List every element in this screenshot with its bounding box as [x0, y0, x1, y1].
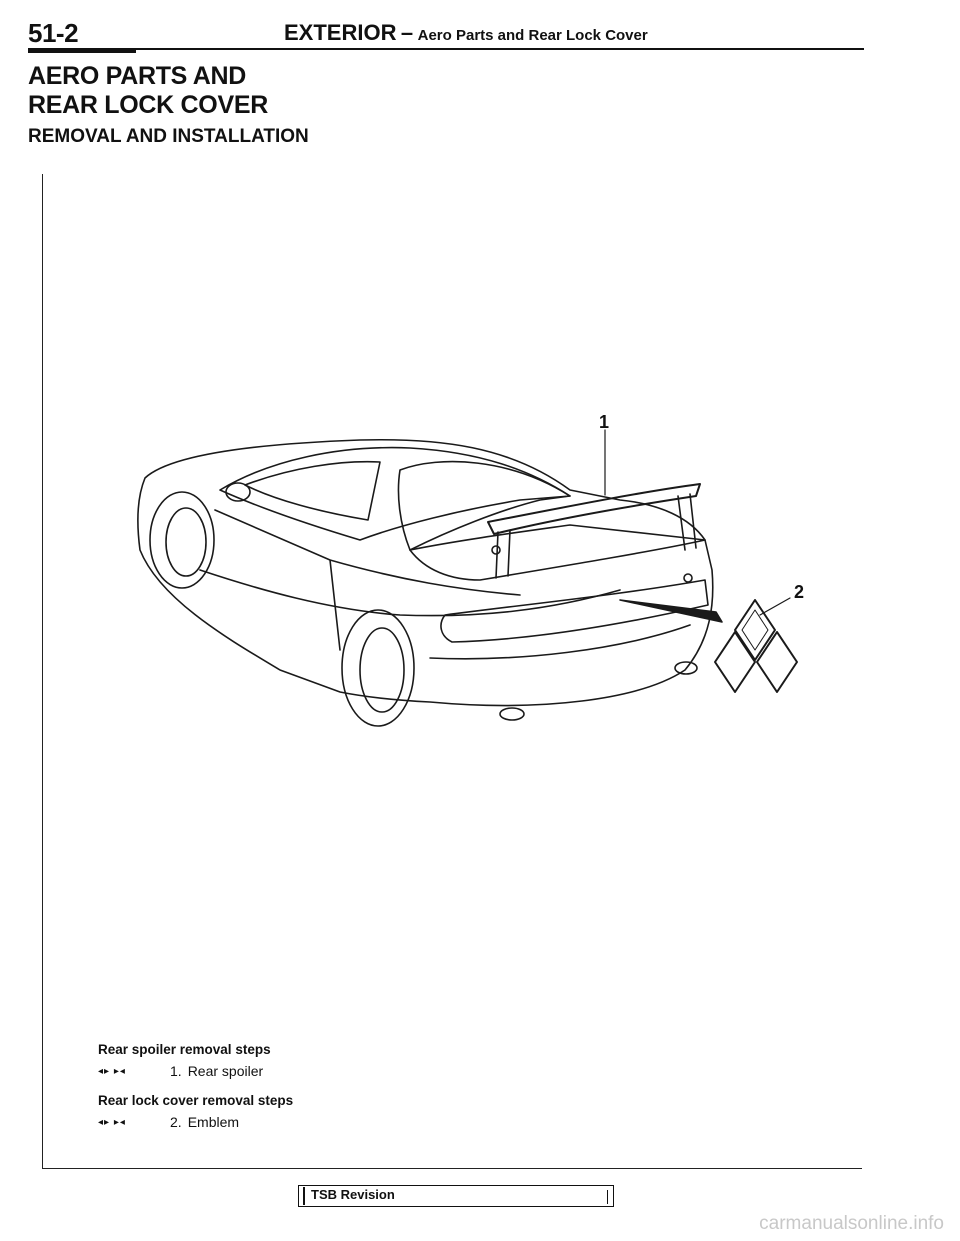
- header-title: [284, 20, 648, 46]
- callout-1: 1: [599, 412, 610, 432]
- callout-2: 2: [794, 582, 805, 602]
- tsb-revision-label: TSB Revision: [311, 1187, 395, 1202]
- side-window: [245, 462, 380, 520]
- page-header: [28, 14, 864, 48]
- step-item: [98, 1063, 293, 1079]
- front-wheel-inner: [166, 508, 206, 576]
- header-subsection: Aero Parts and Rear Lock Cover: [417, 27, 648, 44]
- rear-spoiler: [488, 484, 700, 534]
- body-crease: [200, 570, 620, 616]
- frame-left-border: [42, 174, 43, 1169]
- front-wheel: [150, 492, 214, 588]
- spoiler-bolt-left: [492, 546, 500, 554]
- title-line-2: REAR LOCK COVER: [28, 91, 268, 119]
- step-number: 2.: [170, 1114, 182, 1130]
- trunk-lid: [410, 525, 705, 580]
- step-item: [98, 1114, 293, 1130]
- header-section: EXTERIOR: [284, 20, 397, 45]
- emblem-arrow: [620, 600, 722, 622]
- exhaust-left: [500, 708, 524, 720]
- step-number: 1.: [170, 1063, 182, 1079]
- tsb-revision-box: [298, 1185, 614, 1207]
- title-line-1: AERO PARTS AND: [28, 62, 247, 90]
- lock-cover-steps-heading: Rear lock cover removal steps: [98, 1093, 294, 1108]
- step-label: Emblem: [187, 1114, 240, 1130]
- header-rule: [28, 48, 864, 50]
- car-rear-diagram: [100, 400, 830, 740]
- spoiler-bolt-right: [684, 574, 692, 582]
- step-label: Rear spoiler: [187, 1063, 264, 1079]
- procedure-symbol: ◂▸ ▸◂: [98, 1065, 126, 1077]
- removal-steps: [98, 1042, 293, 1144]
- header-rule-accent: [28, 48, 136, 53]
- frame-bottom-border: [42, 1168, 862, 1169]
- tsb-box-divider: [607, 1190, 608, 1204]
- procedure-symbol: ◂▸ ▸◂: [98, 1116, 126, 1128]
- rear-wheel-inner: [360, 628, 404, 712]
- section-subtitle: REMOVAL AND INSTALLATION: [28, 126, 309, 147]
- page-number: 51-2: [28, 18, 79, 48]
- header-separator: –: [400, 20, 414, 45]
- page-title: [28, 62, 268, 120]
- site-watermark: carmanualsonline.info: [759, 1213, 944, 1234]
- emblem: [715, 600, 797, 692]
- callout-2-leader: [760, 598, 790, 615]
- spoiler-steps-heading: Rear spoiler removal steps: [98, 1042, 271, 1057]
- car-body-outline: [138, 440, 713, 706]
